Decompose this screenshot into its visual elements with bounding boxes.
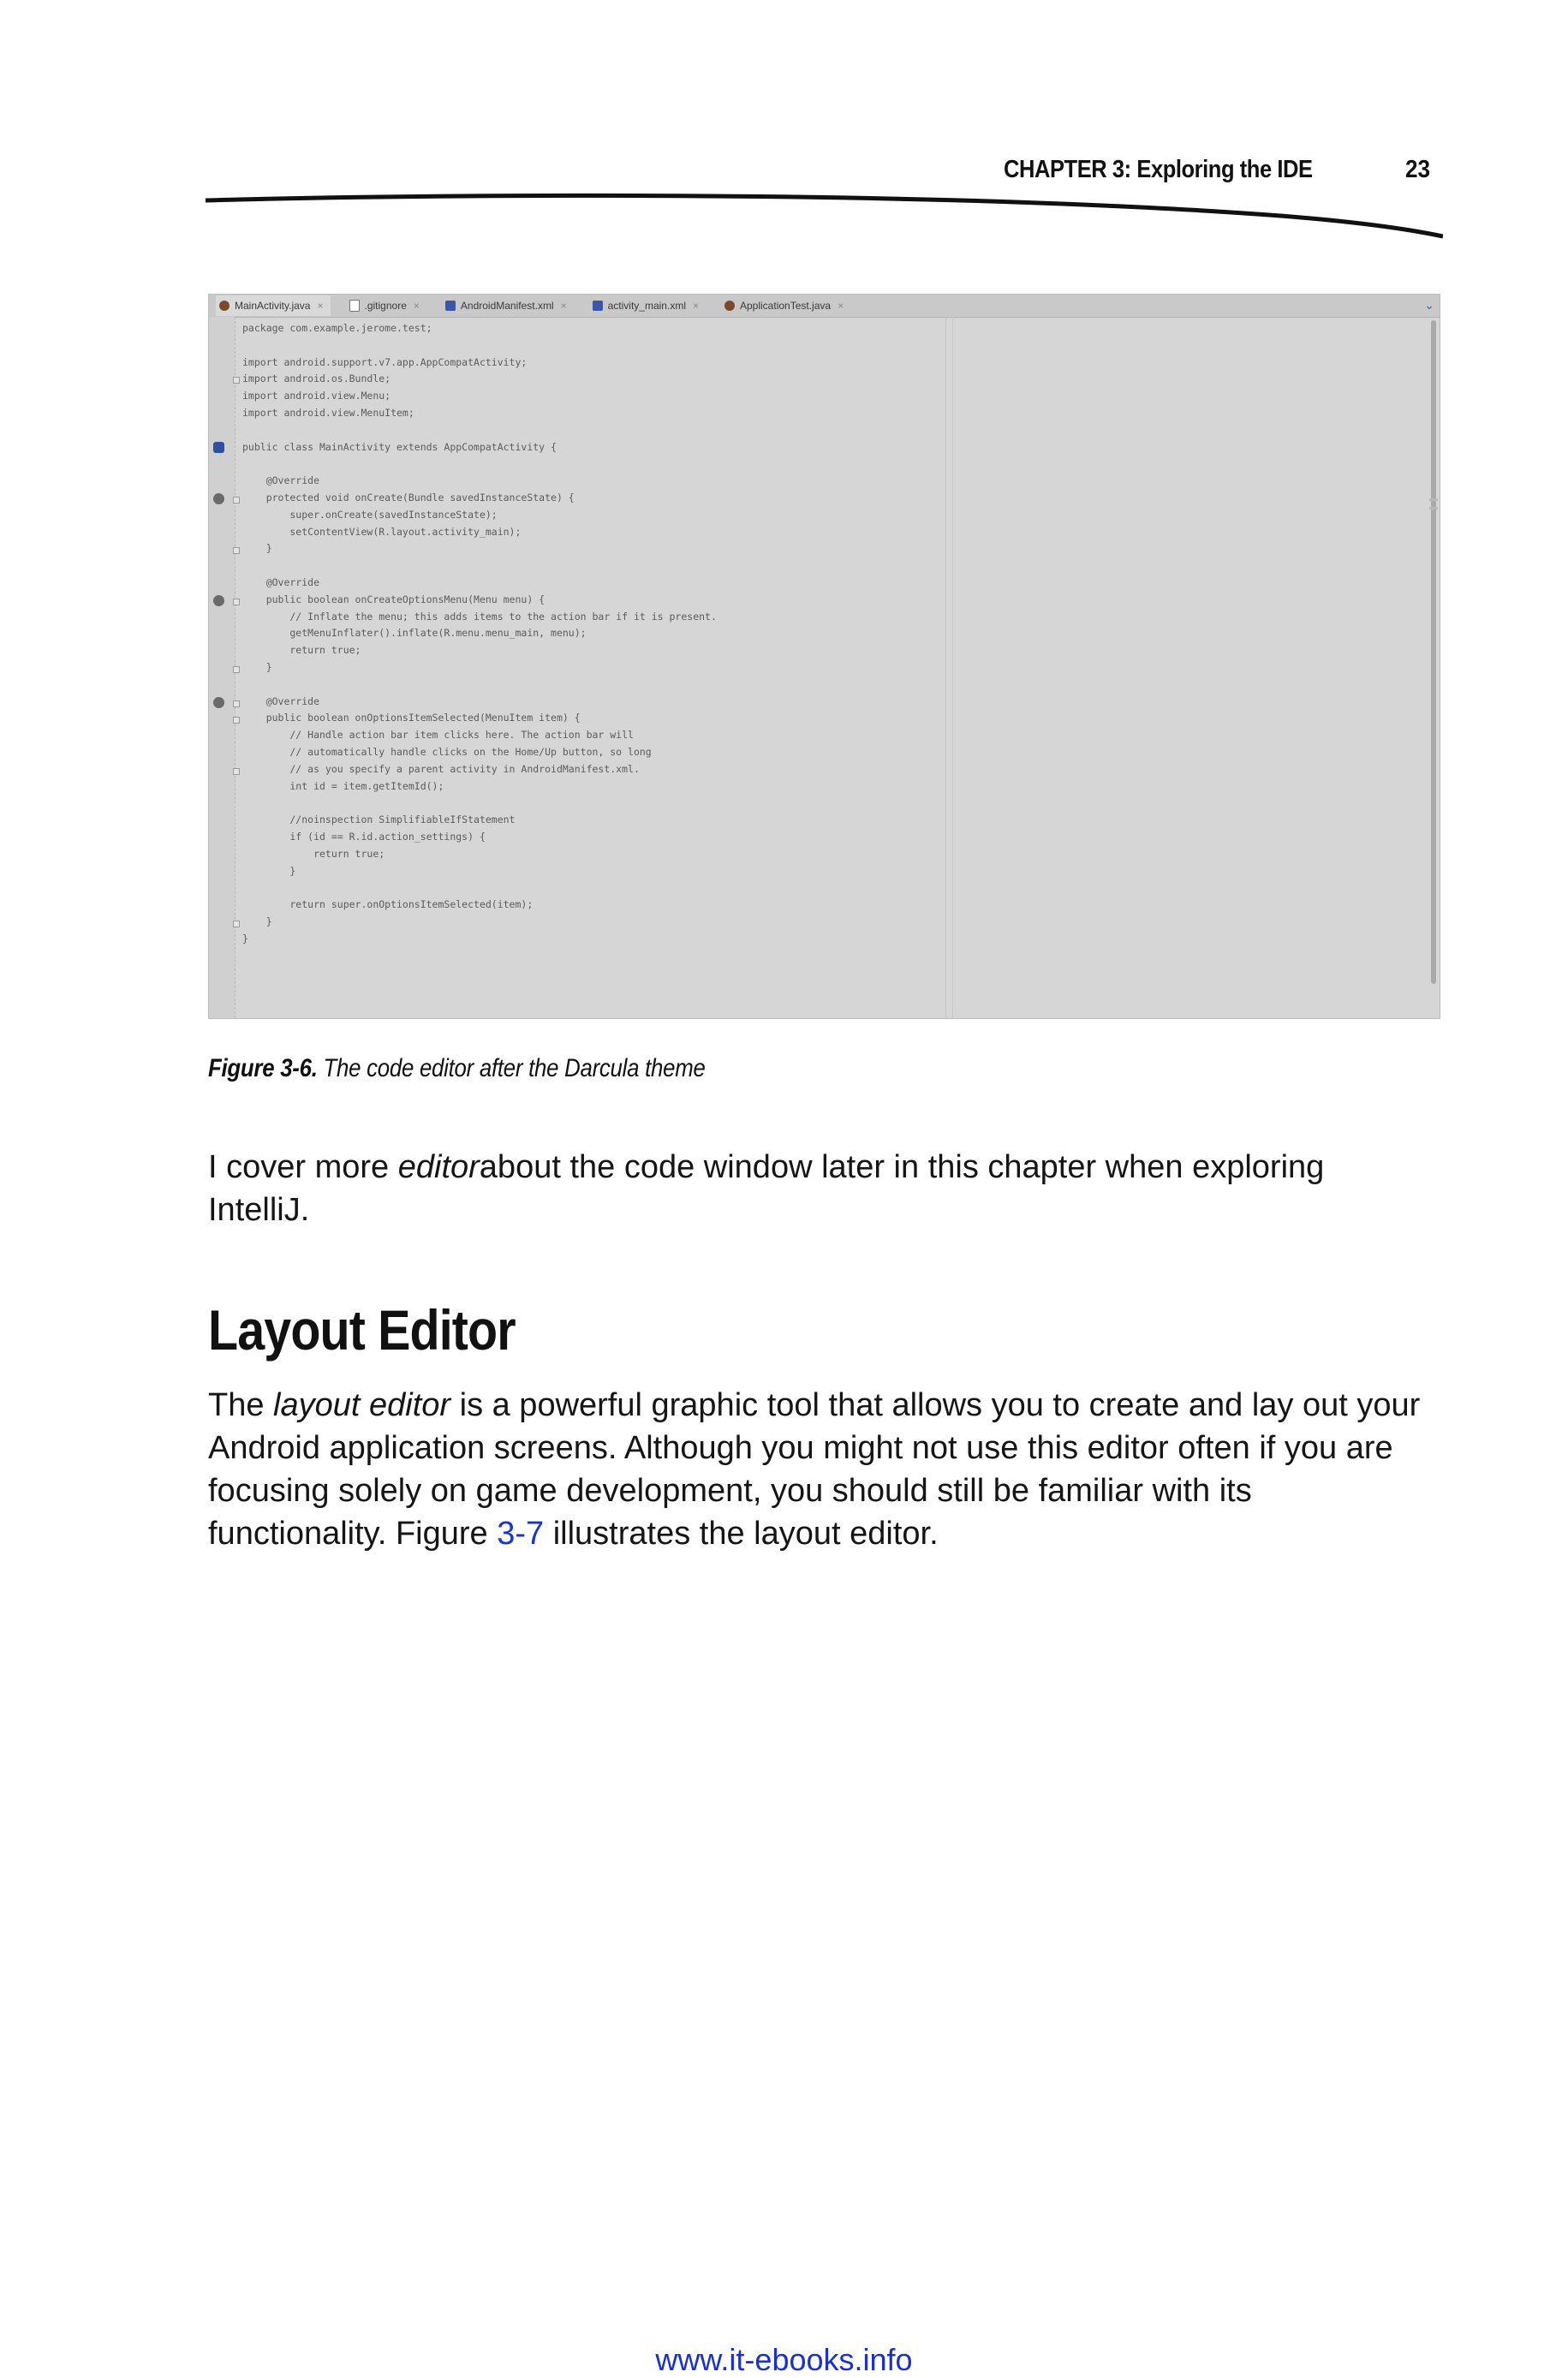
footer-url[interactable]: www.it-ebooks.info xyxy=(655,2342,913,2377)
chevron-down-icon[interactable]: ⌄ xyxy=(1424,298,1434,312)
code-line: @Override xyxy=(242,575,320,588)
code-line: public class MainActivity extends AppCompatActivity { xyxy=(242,440,557,453)
code-line: @Override xyxy=(242,474,320,487)
code-line xyxy=(242,557,1405,575)
editor-gutter xyxy=(209,317,235,1018)
caption-text: The code editor after the Darcula theme xyxy=(323,1054,706,1082)
code-line: protected void onCreate(Bundle savedInstanceState) { xyxy=(242,491,575,504)
code-line xyxy=(242,879,1405,897)
code-line: return true; xyxy=(242,847,385,860)
fold-icon[interactable] xyxy=(233,768,240,775)
override-marker-icon[interactable] xyxy=(213,493,224,504)
override-marker-icon[interactable] xyxy=(213,697,224,708)
text-run: illustrates the layout editor. xyxy=(544,1516,939,1552)
tab-androidmanifest[interactable] xyxy=(442,295,574,316)
tab-label: ApplicationTest.java xyxy=(740,300,832,312)
emphasis: editor xyxy=(397,1149,480,1185)
code-line: if (id == R.id.action_settings) { xyxy=(242,830,486,843)
text-run: about the code window later in this chapter when exploring IntelliJ. xyxy=(208,1149,1325,1228)
scroll-marker xyxy=(1429,498,1438,501)
code-line xyxy=(242,456,1405,473)
code-line: getMenuInflater().inflate(R.menu.menu_main, menu); xyxy=(242,627,587,640)
tab-label: .gitignore xyxy=(364,300,407,312)
tab-label: AndroidManifest.xml xyxy=(460,300,554,312)
fold-icon[interactable] xyxy=(233,666,240,673)
code-line: //noinspection SimplifiableIfStatement xyxy=(242,814,516,826)
code-area[interactable] xyxy=(242,320,1405,947)
close-icon[interactable]: × xyxy=(560,300,567,312)
running-head: CHAPTER 3: Exploring the IDE xyxy=(1004,156,1313,183)
paragraph-layout-editor xyxy=(208,1384,1424,1555)
close-icon[interactable]: × xyxy=(838,300,844,312)
code-line: } xyxy=(242,542,272,555)
close-icon[interactable]: × xyxy=(317,300,324,312)
code-line xyxy=(242,676,1405,694)
fold-icon[interactable] xyxy=(233,921,240,927)
code-line: public boolean onOptionsItemSelected(MenuItem item) { xyxy=(242,712,581,724)
tab-mainactivity[interactable] xyxy=(216,295,331,316)
close-icon[interactable]: × xyxy=(692,300,699,312)
code-line: // Handle action bar item clicks here. The action bar will xyxy=(242,729,634,742)
figure-caption xyxy=(208,1054,706,1083)
code-line: // as you specify a parent activity in AndroidManifest.xml. xyxy=(242,762,640,775)
code-line: import android.os.Bundle; xyxy=(242,372,391,385)
fold-icon[interactable] xyxy=(233,599,240,605)
paragraph-editor xyxy=(208,1146,1424,1231)
java-class-icon xyxy=(219,301,230,311)
code-line: import android.support.v7.app.AppCompatActivity; xyxy=(242,355,528,368)
code-line: @Override xyxy=(242,694,320,707)
code-line: import android.view.Menu; xyxy=(242,390,391,402)
fold-icon[interactable] xyxy=(233,700,240,707)
code-line: int id = item.getItemId(); xyxy=(242,779,444,792)
editor-tab-bar xyxy=(209,295,1440,318)
header-rule xyxy=(206,190,1443,250)
code-line: return super.onOptionsItemSelected(item); xyxy=(242,898,534,911)
class-icon xyxy=(213,442,224,453)
code-line: public boolean onCreateOptionsMenu(Menu menu) { xyxy=(242,593,546,605)
figure-label: Figure 3-6. xyxy=(208,1054,318,1082)
section-title: Layout Editor xyxy=(208,1298,516,1362)
code-line xyxy=(242,337,1405,355)
code-line: } xyxy=(242,915,272,927)
fold-icon[interactable] xyxy=(233,547,240,554)
code-line xyxy=(242,422,1405,439)
emphasis: layout editor xyxy=(273,1387,451,1423)
fold-icon[interactable] xyxy=(233,377,240,384)
code-line: setContentView(R.layout.activity_main); xyxy=(242,525,522,538)
code-line: // automatically handle clicks on the Home/Up button, so long xyxy=(242,745,652,758)
code-line: } xyxy=(242,660,272,673)
xml-file-icon xyxy=(593,301,603,311)
code-editor-screenshot xyxy=(208,294,1440,1019)
code-line: return true; xyxy=(242,644,361,657)
page-number: 23 xyxy=(1405,156,1431,183)
text-file-icon xyxy=(349,300,360,312)
tab-label: MainActivity.java xyxy=(235,300,311,312)
close-icon[interactable]: × xyxy=(413,300,420,312)
fold-icon[interactable] xyxy=(233,497,240,504)
tab-applicationtest[interactable] xyxy=(721,295,850,316)
code-line: super.onCreate(savedInstanceState); xyxy=(242,508,498,521)
tab-gitignore[interactable] xyxy=(346,295,426,316)
code-line xyxy=(242,795,1405,812)
text-run: I cover more xyxy=(208,1149,398,1185)
text-run: The xyxy=(208,1387,274,1423)
scroll-marker xyxy=(1429,507,1438,510)
text-run: is a powerful graphic tool that allows you to create and lay out your Android application screens. Although you might not use this editor often if you are focusing solely on game development, you should still be familiar with its functionality. Figure xyxy=(208,1387,1421,1552)
xml-file-icon xyxy=(445,301,456,311)
tab-label: activity_main.xml xyxy=(607,300,686,312)
java-class-icon xyxy=(724,301,735,311)
code-line: package com.example.jerome.test; xyxy=(242,322,432,334)
fold-icon[interactable] xyxy=(233,717,240,724)
vertical-scrollbar[interactable] xyxy=(1431,320,1436,984)
code-line: // Inflate the menu; this adds items to the action bar if it is present. xyxy=(242,610,717,623)
code-line: } xyxy=(242,932,248,945)
figure-link[interactable]: 3-7 xyxy=(497,1516,545,1552)
tab-activity-main[interactable] xyxy=(589,295,706,316)
override-marker-icon[interactable] xyxy=(213,595,224,606)
code-line: import android.view.MenuItem; xyxy=(242,406,414,419)
code-line: } xyxy=(242,864,296,877)
